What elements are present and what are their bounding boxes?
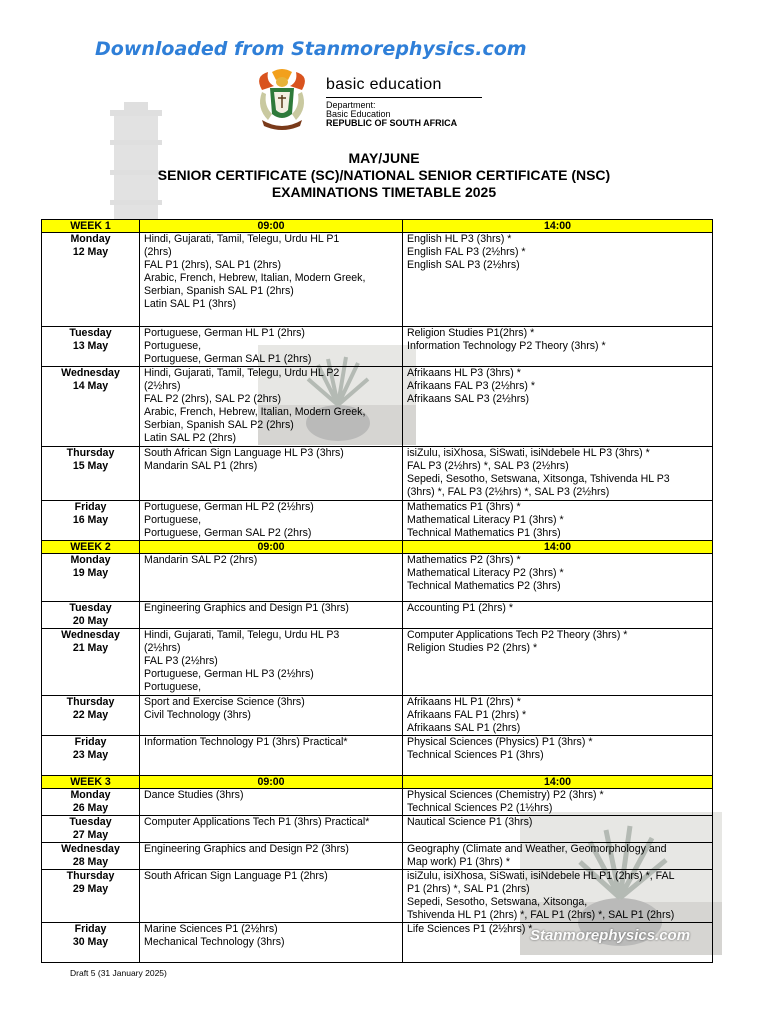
morning-papers-cell bbox=[140, 843, 403, 870]
table-row bbox=[42, 629, 713, 696]
paper-line: Afrikaans FAL P1 (2hrs) * bbox=[407, 709, 527, 721]
day-name: Monday bbox=[70, 233, 111, 245]
day-name: Tuesday bbox=[69, 327, 112, 339]
morning-papers-cell bbox=[140, 736, 403, 776]
table-row bbox=[42, 554, 713, 602]
paper-line: Portuguese, bbox=[144, 514, 202, 526]
day-name: Friday bbox=[74, 736, 107, 748]
paper-line: Portuguese, German SAL P2 (2hrs) bbox=[144, 527, 312, 539]
morning-papers-cell bbox=[140, 816, 403, 843]
paper-line: South African Sign Language P1 (2hrs) bbox=[144, 870, 328, 882]
day-name: Wednesday bbox=[61, 367, 120, 379]
table-row bbox=[42, 602, 713, 629]
brand-divider bbox=[326, 97, 482, 98]
paper-line: Sport and Exercise Science (3hrs) bbox=[144, 696, 305, 708]
paper-line: Serbian, Spanish SAL P1 (2hrs) bbox=[144, 285, 294, 297]
paper-line: Portuguese, German HL P3 (2½hrs) bbox=[144, 668, 314, 680]
afternoon-papers-cell bbox=[403, 789, 713, 816]
session-am-label: 09:00 bbox=[140, 776, 403, 789]
paper-line: isiZulu, isiXhosa, SiSwati, isiNdebele HL P1 (2hrs) *, FAL bbox=[407, 870, 675, 882]
afternoon-papers-cell bbox=[403, 367, 713, 447]
day-cell bbox=[42, 696, 140, 736]
morning-papers-cell bbox=[140, 629, 403, 696]
day-date: 21 May bbox=[72, 642, 109, 654]
paper-line: Afrikaans SAL P3 (2½hrs) bbox=[407, 393, 530, 405]
day-cell bbox=[42, 602, 140, 629]
afternoon-papers-cell bbox=[403, 696, 713, 736]
paper-line: Engineering Graphics and Design P1 (3hrs) bbox=[144, 602, 349, 614]
table-row bbox=[42, 233, 713, 327]
stanmore-watermark: Stanmorephysics.com bbox=[530, 927, 691, 944]
table-row bbox=[42, 736, 713, 776]
day-name: Thursday bbox=[66, 870, 115, 882]
paper-line: isiZulu, isiXhosa, SiSwati, isiNdebele HL P3 (3hrs) * bbox=[407, 447, 650, 459]
day-date: 23 May bbox=[72, 749, 109, 761]
morning-papers-cell bbox=[140, 327, 403, 367]
paper-line: English HL P3 (3hrs) * bbox=[407, 233, 512, 245]
timetable-body bbox=[42, 220, 713, 963]
table-row bbox=[42, 447, 713, 501]
paper-line: Portuguese, bbox=[144, 681, 202, 693]
morning-papers-cell bbox=[140, 923, 403, 963]
paper-line: Latin SAL P2 (2hrs) bbox=[144, 432, 237, 444]
paper-line: Geography (Climate and Weather, Geomorphology and bbox=[407, 843, 667, 855]
paper-line: Hindi, Gujarati, Tamil, Telegu, Urdu HL P3 bbox=[144, 629, 340, 641]
week-label: WEEK 1 bbox=[42, 220, 140, 233]
day-cell bbox=[42, 736, 140, 776]
paper-line: FAL P3 (2½hrs) bbox=[144, 655, 218, 667]
paper-line: Afrikaans HL P3 (3hrs) * bbox=[407, 367, 521, 379]
day-date: 20 May bbox=[72, 615, 109, 627]
morning-papers-cell bbox=[140, 602, 403, 629]
day-cell bbox=[42, 501, 140, 541]
day-name: Friday bbox=[74, 923, 107, 935]
session-pm-label: 14:00 bbox=[403, 776, 713, 789]
day-date: 29 May bbox=[72, 883, 109, 895]
morning-papers-cell bbox=[140, 233, 403, 327]
paper-line: Portuguese, German HL P1 (2hrs) bbox=[144, 327, 305, 339]
afternoon-papers-cell bbox=[403, 327, 713, 367]
paper-line: Portuguese, German SAL P1 (2hrs) bbox=[144, 353, 312, 365]
morning-papers-cell bbox=[140, 367, 403, 447]
day-date: 30 May bbox=[72, 936, 109, 948]
day-cell bbox=[42, 554, 140, 602]
afternoon-papers-cell bbox=[403, 233, 713, 327]
paper-line: (2hrs) bbox=[144, 246, 172, 258]
day-cell bbox=[42, 233, 140, 327]
paper-line: Portuguese, bbox=[144, 340, 202, 352]
session-pm-label: 14:00 bbox=[403, 541, 713, 554]
table-row bbox=[42, 501, 713, 541]
day-date: 12 May bbox=[72, 246, 109, 258]
paper-line: Marine Sciences P1 (2½hrs) bbox=[144, 923, 278, 935]
paper-line: Afrikaans HL P1 (2hrs) * bbox=[407, 696, 521, 708]
brand-name: basic education bbox=[326, 76, 442, 93]
draft-footer: Draft 5 (31 January 2025) bbox=[70, 968, 167, 978]
day-name: Wednesday bbox=[61, 629, 120, 641]
table-row bbox=[42, 367, 713, 447]
dept-name: Basic Education bbox=[326, 109, 391, 119]
paper-line: Religion Studies P1(2hrs) * bbox=[407, 327, 535, 339]
table-row bbox=[42, 696, 713, 736]
day-date: 16 May bbox=[72, 514, 109, 526]
day-date: 14 May bbox=[72, 380, 109, 392]
paper-line: FAL P2 (2hrs), SAL P2 (2hrs) bbox=[144, 393, 281, 405]
day-cell bbox=[42, 843, 140, 870]
paper-line: Map work) P1 (3hrs) * bbox=[407, 856, 511, 868]
title-session: MAY/JUNE bbox=[348, 150, 420, 166]
day-date: 22 May bbox=[72, 709, 109, 721]
paper-line: Physical Sciences (Physics) P1 (3hrs) * bbox=[407, 736, 593, 748]
day-name: Thursday bbox=[66, 696, 115, 708]
paper-line: Tshivenda HL P1 (2hrs) *, FAL P1 (2hrs) *, SAL P1 (2hrs) bbox=[407, 909, 675, 921]
day-name: Friday bbox=[74, 501, 107, 513]
dbe-logo bbox=[248, 68, 488, 132]
day-date: 15 May bbox=[72, 460, 109, 472]
paper-line: Civil Technology (3hrs) bbox=[144, 709, 251, 721]
paper-line: Portuguese, German HL P2 (2½hrs) bbox=[144, 501, 314, 513]
afternoon-papers-cell bbox=[403, 629, 713, 696]
session-am-label: 09:00 bbox=[140, 220, 403, 233]
day-date: 13 May bbox=[72, 340, 109, 352]
morning-papers-cell bbox=[140, 696, 403, 736]
paper-line: Technical Mathematics P2 (3hrs) bbox=[407, 580, 561, 592]
table-row bbox=[42, 789, 713, 816]
paper-line: Religion Studies P2 (2hrs) * bbox=[407, 642, 538, 654]
paper-line: FAL P3 (2½hrs) *, SAL P3 (2½hrs) bbox=[407, 460, 569, 472]
day-name: Tuesday bbox=[69, 816, 112, 828]
week-label: WEEK 3 bbox=[42, 776, 140, 789]
day-cell bbox=[42, 629, 140, 696]
week-header-row bbox=[42, 220, 713, 233]
day-cell bbox=[42, 367, 140, 447]
day-cell bbox=[42, 816, 140, 843]
paper-line: Mathematical Literacy P2 (3hrs) * bbox=[407, 567, 564, 579]
paper-line: Life Sciences P1 (2½hrs) * bbox=[407, 923, 533, 935]
day-cell bbox=[42, 447, 140, 501]
paper-line: Mechanical Technology (3hrs) bbox=[144, 936, 285, 948]
paper-line: Engineering Graphics and Design P2 (3hrs) bbox=[144, 843, 349, 855]
title-certificate: SENIOR CERTIFICATE (SC)/NATIONAL SENIOR CERTIFICATE (NSC) bbox=[157, 167, 611, 183]
day-date: 27 May bbox=[72, 829, 109, 841]
morning-papers-cell bbox=[140, 870, 403, 923]
week-header-row bbox=[42, 776, 713, 789]
morning-papers-cell bbox=[140, 447, 403, 501]
country-name: REPUBLIC OF SOUTH AFRICA bbox=[326, 118, 458, 128]
morning-papers-cell bbox=[140, 501, 403, 541]
afternoon-papers-cell bbox=[403, 602, 713, 629]
paper-line: Information Technology P2 Theory (3hrs) * bbox=[407, 340, 606, 352]
paper-line: Hindi, Gujarati, Tamil, Telegu, Urdu HL P1 bbox=[144, 233, 340, 245]
day-cell bbox=[42, 923, 140, 963]
paper-line: Physical Sciences (Chemistry) P2 (3hrs) * bbox=[407, 789, 604, 801]
afternoon-papers-cell bbox=[403, 501, 713, 541]
paper-line: Arabic, French, Hebrew, Italian, Modern Greek, bbox=[144, 406, 366, 418]
afternoon-papers-cell bbox=[403, 447, 713, 501]
paper-line: (2½hrs) bbox=[144, 642, 181, 654]
paper-line: Technical Sciences P1 (3hrs) bbox=[407, 749, 544, 761]
table-row bbox=[42, 870, 713, 923]
paper-line: Afrikaans FAL P3 (2½hrs) * bbox=[407, 380, 535, 392]
paper-line: Accounting P1 (2hrs) * bbox=[407, 602, 513, 614]
paper-line: (3hrs) *, FAL P3 (2½hrs) *, SAL P3 (2½hrs) bbox=[407, 486, 610, 498]
afternoon-papers-cell bbox=[403, 816, 713, 843]
paper-line: Serbian, Spanish SAL P2 (2hrs) bbox=[144, 419, 294, 431]
table-row bbox=[42, 327, 713, 367]
day-date: 26 May bbox=[72, 802, 109, 814]
day-name: Monday bbox=[70, 789, 111, 801]
paper-line: (2½hrs) bbox=[144, 380, 181, 392]
paper-line: Information Technology P1 (3hrs) Practical* bbox=[144, 736, 348, 748]
week-label: WEEK 2 bbox=[42, 541, 140, 554]
paper-line: Mathematical Literacy P1 (3hrs) * bbox=[407, 514, 564, 526]
paper-line: Hindi, Gujarati, Tamil, Telegu, Urdu HL P2 bbox=[144, 367, 340, 379]
paper-line: Mathematics P2 (3hrs) * bbox=[407, 554, 521, 566]
day-name: Tuesday bbox=[69, 602, 112, 614]
paper-line: Computer Applications Tech P2 Theory (3hrs) * bbox=[407, 629, 628, 641]
paper-line: Afrikaans SAL P1 (2hrs) bbox=[407, 722, 521, 734]
session-pm-label: 14:00 bbox=[403, 220, 713, 233]
coat-of-arms-icon bbox=[248, 68, 316, 132]
afternoon-papers-cell bbox=[403, 843, 713, 870]
morning-papers-cell bbox=[140, 554, 403, 602]
paper-line: Technical Sciences P2 (1½hrs) bbox=[407, 802, 553, 814]
day-date: 19 May bbox=[72, 567, 109, 579]
day-date: 28 May bbox=[72, 856, 109, 868]
day-cell bbox=[42, 327, 140, 367]
paper-line: Arabic, French, Hebrew, Italian, Modern Greek, bbox=[144, 272, 366, 284]
table-row bbox=[42, 816, 713, 843]
paper-line: Technical Mathematics P1 (3hrs) bbox=[407, 527, 561, 539]
week-header-row bbox=[42, 541, 713, 554]
paper-line: FAL P1 (2hrs), SAL P1 (2hrs) bbox=[144, 259, 281, 271]
afternoon-papers-cell bbox=[403, 554, 713, 602]
paper-line: Sepedi, Sesotho, Setswana, Xitsonga, bbox=[407, 896, 588, 908]
table-row bbox=[42, 843, 713, 870]
afternoon-papers-cell bbox=[403, 870, 713, 923]
paper-line: Mandarin SAL P1 (2hrs) bbox=[144, 460, 258, 472]
dept-label: Department: bbox=[326, 100, 376, 110]
paper-line: P1 (2hrs) *, SAL P1 (2hrs) bbox=[407, 883, 530, 895]
session-am-label: 09:00 bbox=[140, 541, 403, 554]
paper-line: Dance Studies (3hrs) bbox=[144, 789, 244, 801]
paper-line: South African Sign Language HL P3 (3hrs) bbox=[144, 447, 344, 459]
timetable-title bbox=[0, 150, 768, 201]
paper-line: English FAL P3 (2½hrs) * bbox=[407, 246, 526, 258]
day-cell bbox=[42, 789, 140, 816]
paper-line: Sepedi, Sesotho, Setswana, Xitsonga, Tshivenda HL P3 bbox=[407, 473, 670, 485]
paper-line: Mathematics P1 (3hrs) * bbox=[407, 501, 521, 513]
day-name: Thursday bbox=[66, 447, 115, 459]
paper-line: English SAL P3 (2½hrs) bbox=[407, 259, 520, 271]
day-name: Wednesday bbox=[61, 843, 120, 855]
day-name: Monday bbox=[70, 554, 111, 566]
download-banner: Downloaded from Stanmorephysics.com bbox=[95, 38, 527, 60]
paper-line: Computer Applications Tech P1 (3hrs) Practical* bbox=[144, 816, 370, 828]
paper-line: Mandarin SAL P2 (2hrs) bbox=[144, 554, 258, 566]
day-cell bbox=[42, 870, 140, 923]
exam-timetable bbox=[41, 219, 713, 963]
title-timetable: EXAMINATIONS TIMETABLE 2025 bbox=[271, 184, 497, 200]
paper-line: Latin SAL P1 (3hrs) bbox=[144, 298, 237, 310]
afternoon-papers-cell bbox=[403, 736, 713, 776]
morning-papers-cell bbox=[140, 789, 403, 816]
paper-line: Nautical Science P1 (3hrs) bbox=[407, 816, 533, 828]
